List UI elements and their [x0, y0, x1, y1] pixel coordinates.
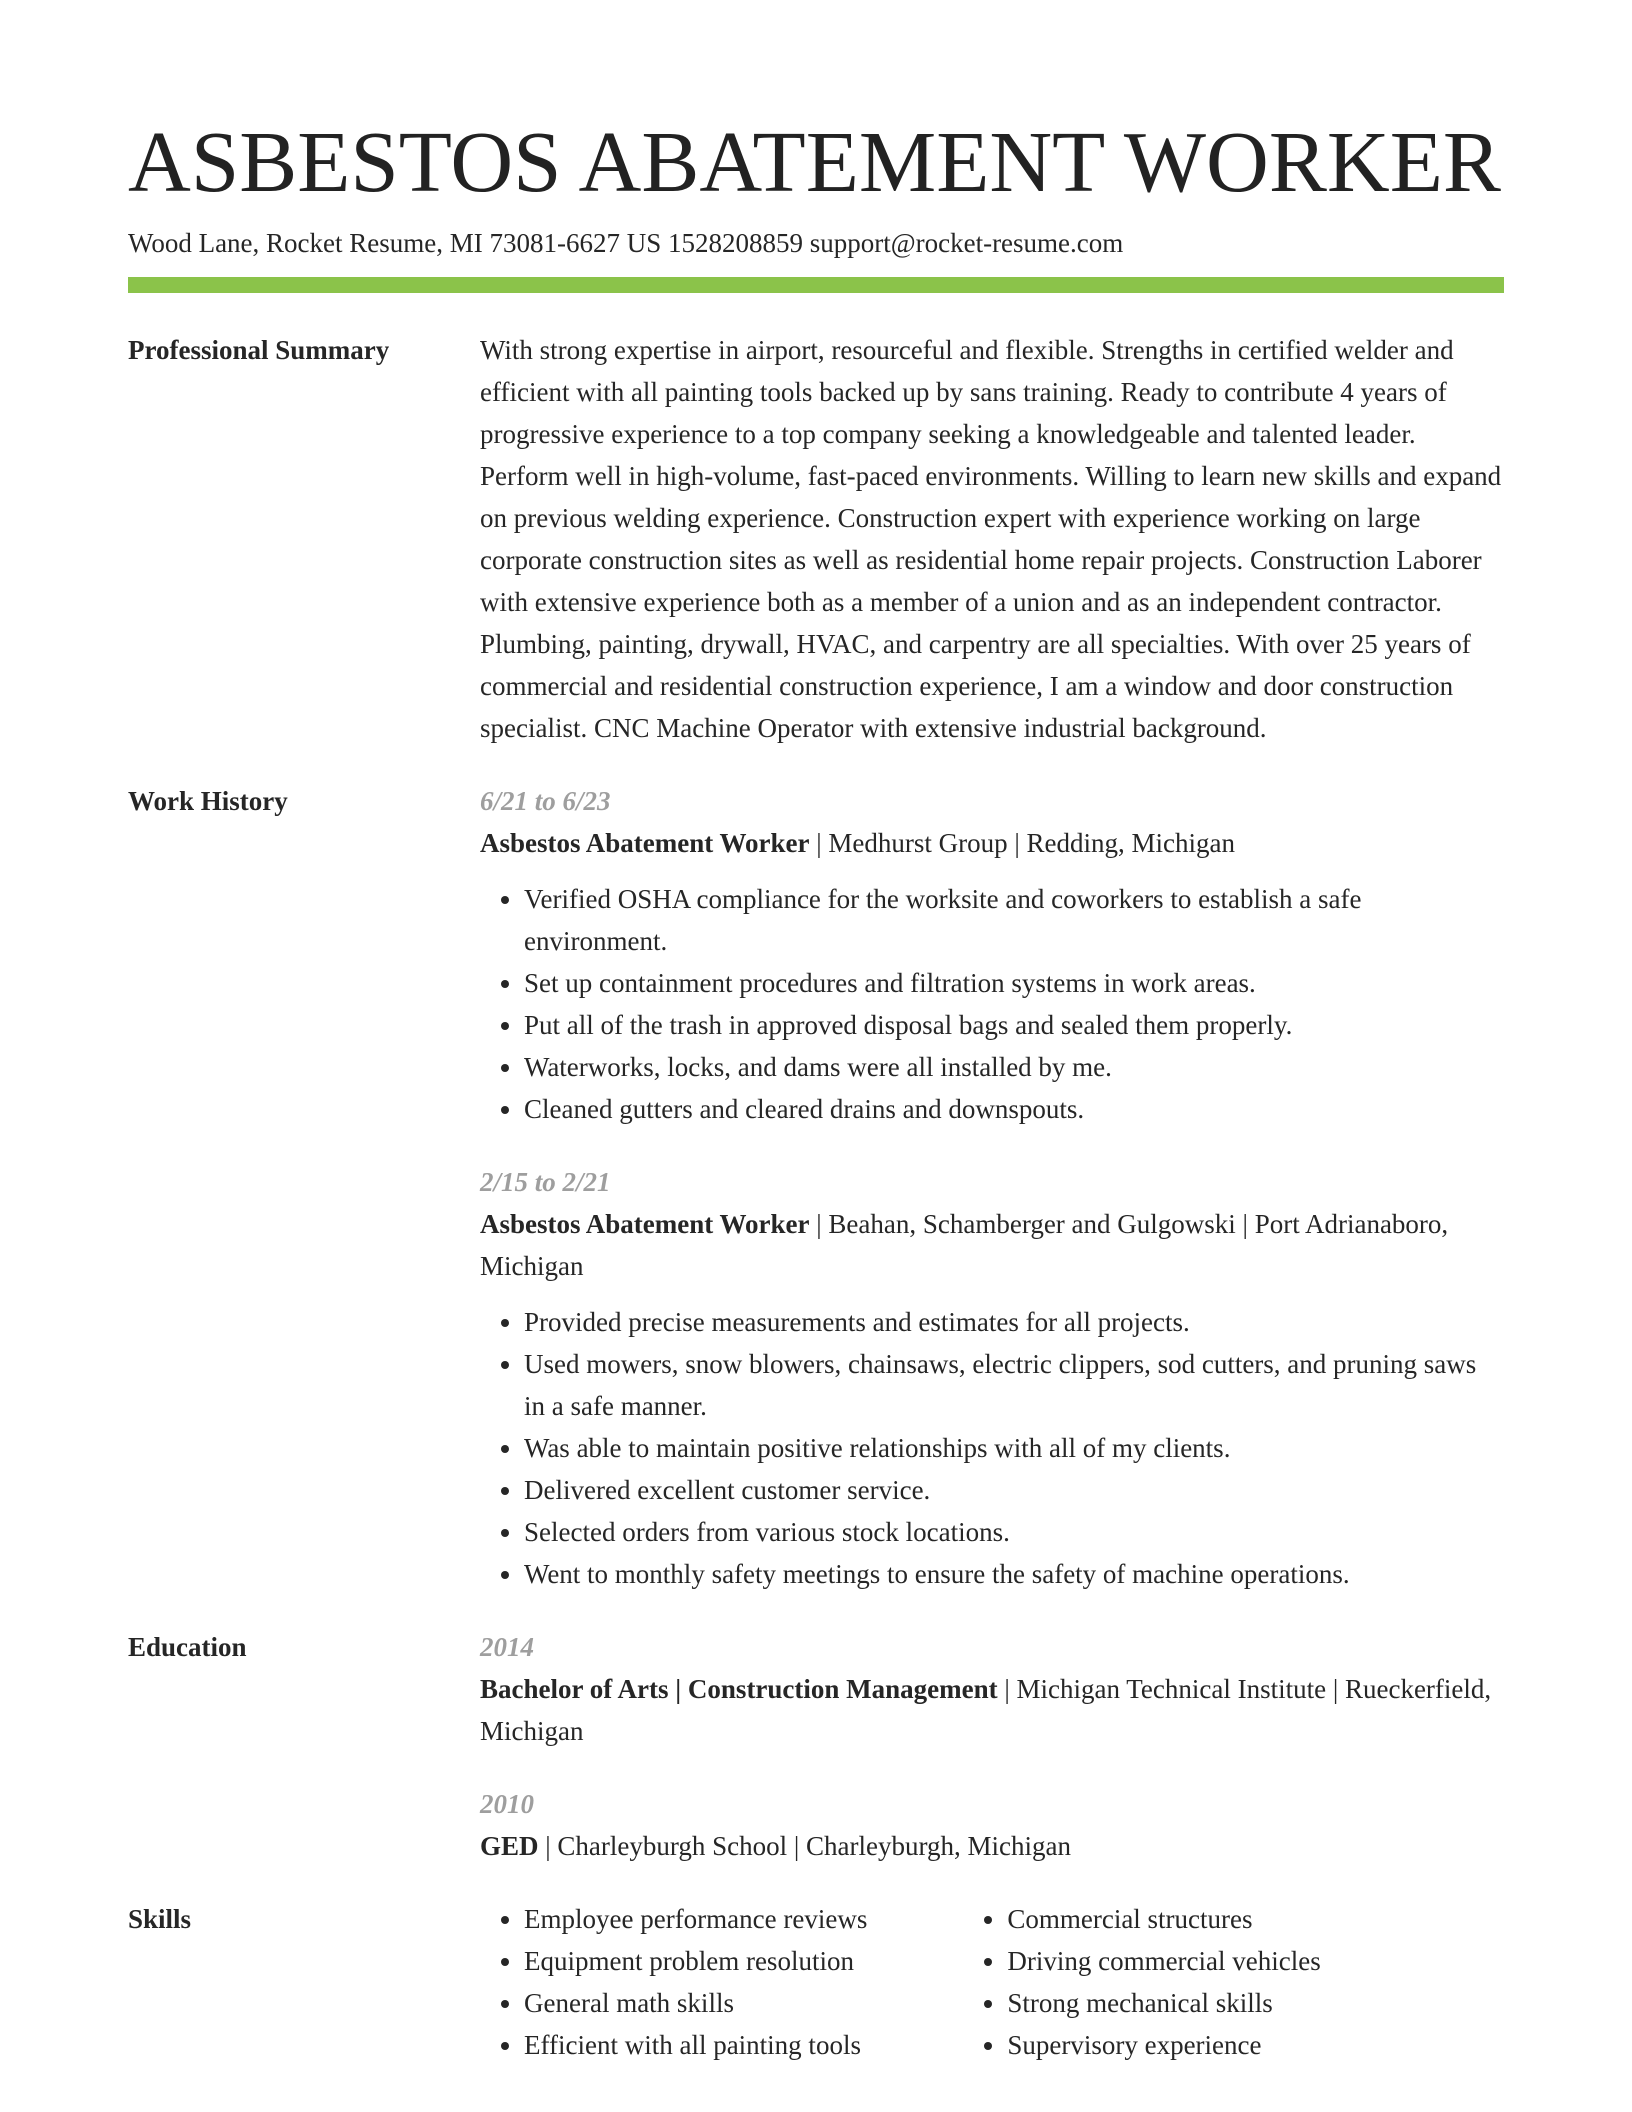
education-details: | Michigan Technical Institute | Rueckerfield, Michigan — [480, 1674, 1492, 1746]
job-title: Asbestos Abatement Worker — [480, 828, 810, 858]
resume-name: ASBESTOS ABATEMENT WORKER — [128, 113, 1501, 210]
list-item: • Put all of the trash in approved disposal bags and sealed them properly. — [524, 1004, 1504, 1046]
list-item: • Delivered excellent customer service. — [524, 1469, 1504, 1511]
job-bullets — [480, 878, 1504, 1130]
header-divider — [128, 277, 1504, 293]
skills-column-1 — [480, 1898, 963, 2066]
education-heading — [480, 1668, 1504, 1752]
job-bullets — [480, 1301, 1504, 1595]
job-heading — [480, 822, 1504, 864]
list-item: • Provided precise measurements and estimates for all projects. — [524, 1301, 1504, 1343]
section-label-summary: Professional Summary — [128, 335, 390, 365]
education-details: | Charleyburgh School | Charleyburgh, Michigan — [538, 1831, 1072, 1861]
education-year: 2010 — [480, 1789, 534, 1819]
education-year: 2014 — [480, 1632, 534, 1662]
education-entry — [480, 1626, 1504, 1752]
list-item: • Was able to maintain positive relationships with all of my clients. — [524, 1427, 1504, 1469]
section-label-education: Education — [128, 1632, 247, 1662]
summary-section — [128, 329, 1504, 749]
skills-section — [128, 1898, 1504, 2066]
section-label-work-history: Work History — [128, 786, 288, 816]
list-item: • Used mowers, snow blowers, chainsaws, electric clippers, sod cutters, and pruning saws in a safe manner. — [524, 1343, 1504, 1427]
education-section — [128, 1626, 1504, 1867]
list-item: • Set up containment procedures and filtration systems in work areas. — [524, 962, 1504, 1004]
list-item: • Driving commercial vehicles — [1007, 1940, 1504, 1982]
list-item: • Employee performance reviews — [524, 1898, 963, 1940]
education-degree: GED — [480, 1831, 539, 1861]
education-entry — [480, 1783, 1504, 1867]
list-item: • Went to monthly safety meetings to ensure the safety of machine operations. — [524, 1553, 1504, 1595]
contact-line: Wood Lane, Rocket Resume, MI 73081-6627 US 1528208859 support@rocket-resume.com — [128, 228, 1124, 258]
list-item: • Equipment problem resolution — [524, 1940, 963, 1982]
list-item: • Efficient with all painting tools — [524, 2024, 963, 2066]
section-label-skills: Skills — [128, 1904, 192, 1934]
education-degree: Bachelor of Arts | Construction Management — [480, 1674, 998, 1704]
job-heading — [480, 1203, 1504, 1287]
education-heading — [480, 1825, 1504, 1867]
list-item: • Cleaned gutters and cleared drains and downspouts. — [524, 1088, 1504, 1130]
resume-page — [128, 0, 1504, 2066]
job-title: Asbestos Abatement Worker — [480, 1209, 810, 1239]
work-history-section — [128, 780, 1504, 1595]
skills-column-2 — [963, 1898, 1504, 2066]
list-item: • General math skills — [524, 1982, 963, 2024]
job-dates: 2/15 to 2/21 — [480, 1167, 611, 1197]
job-dates: 6/21 to 6/23 — [480, 786, 611, 816]
list-item: • Verified OSHA compliance for the worksite and coworkers to establish a safe environment. — [524, 878, 1504, 962]
job-details: | Beahan, Schamberger and Gulgowski | Port Adrianaboro, Michigan — [480, 1209, 1449, 1281]
job-details: | Medhurst Group | Redding, Michigan — [809, 828, 1235, 858]
list-item: • Supervisory experience — [1007, 2024, 1504, 2066]
skills-grid — [480, 1898, 1504, 2066]
summary-text: With strong expertise in airport, resourceful and flexible. Strengths in certified welder and efficient with all painting tools backed up by sans training. Ready to contribute 4 years of progressive experience to a top company seeking a knowledgeable and talented leader. Perform well in high-volume, fast-paced environments. Willing to learn new skills and expand on previous welding experience. Construction expert with experience working on large corporate construction sites as well as residential home repair projects. Construction Laborer with extensive experience both as a member of a union and as an independent contractor. Plumbing, painting, drywall, HVAC, and carpentry are all specialties. With over 25 years of commercial and residential construction experience, I am a window and door construction specialist. CNC Machine Operator with extensive industrial background. — [480, 335, 1502, 743]
job-entry — [480, 1161, 1504, 1595]
list-item: • Commercial structures — [1007, 1898, 1504, 1940]
list-item: • Strong mechanical skills — [1007, 1982, 1504, 2024]
list-item: • Waterworks, locks, and dams were all installed by me. — [524, 1046, 1504, 1088]
list-item: • Selected orders from various stock locations. — [524, 1511, 1504, 1553]
job-entry — [480, 780, 1504, 1130]
